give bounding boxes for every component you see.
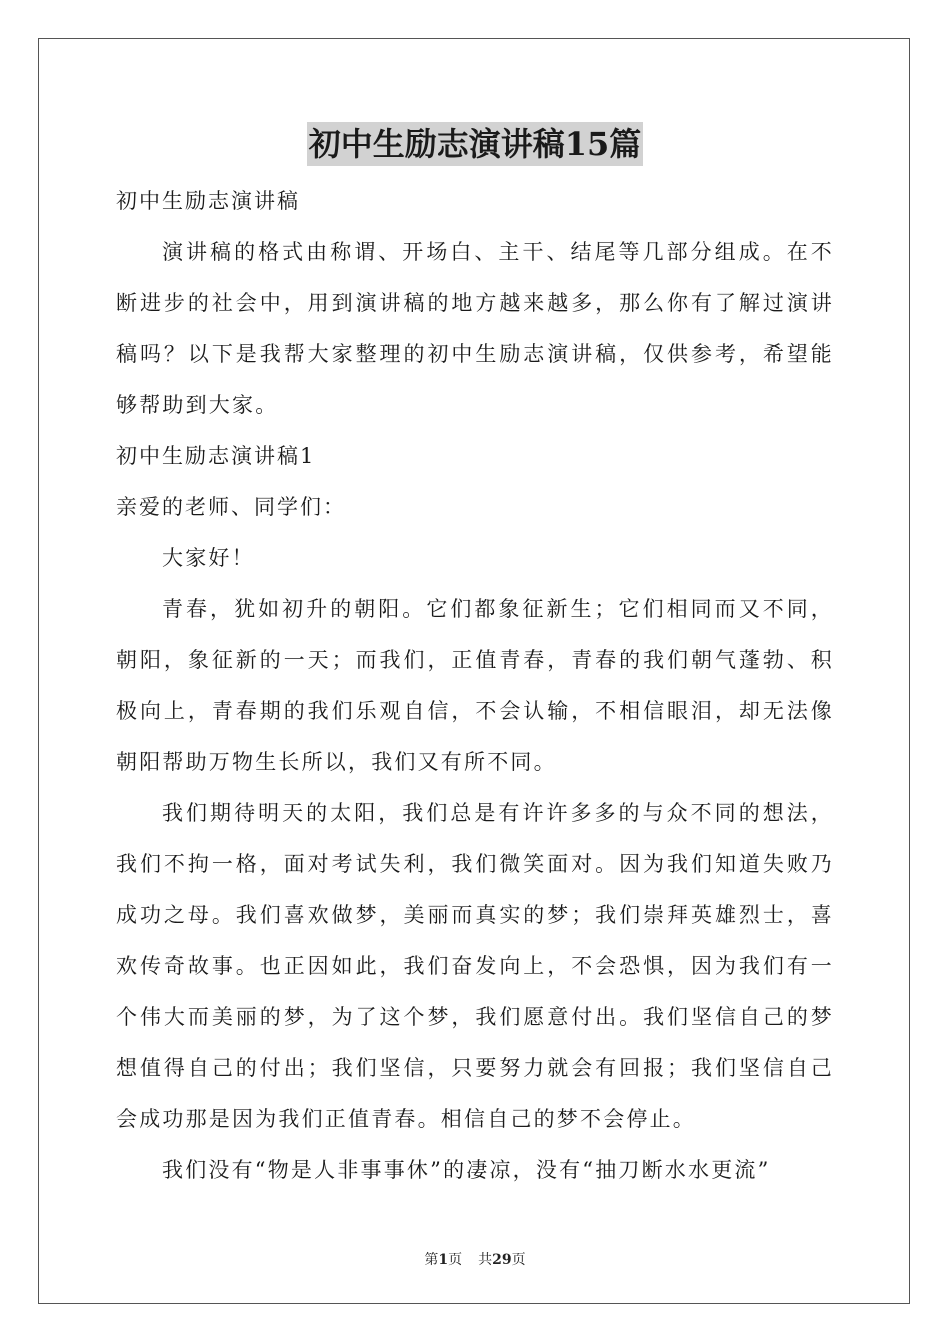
salutation: 亲爱的老师、同学们：	[116, 495, 346, 519]
page-number: 1	[438, 1252, 449, 1268]
section-heading: 初中生励志演讲稿1	[116, 444, 316, 468]
total-suffix: 页	[511, 1252, 526, 1268]
body-paragraph-1: 青春，犹如初升的朝阳。它们都象征新生；它们相同而又不同，朝阳，象征新的一天；而我们，正值青春，青春的我们朝气蓬勃、积极向上，青春期的我们乐观自信，不会认输，不相信眼泪，却无法像朝阳帮助万物生长所以，我们又有所不同。	[116, 597, 834, 774]
page-suffix: 页	[448, 1252, 463, 1268]
document-body	[116, 122, 834, 1196]
body-paragraph-3: 我们没有“物是人非事事休”的凄凉，没有“抽刀断水水更流”	[162, 1158, 771, 1182]
total-pages: 29	[492, 1252, 512, 1268]
document-title: 初中生励志演讲稿15篇	[307, 122, 644, 166]
title-wrap	[116, 122, 834, 166]
total-prefix: 共	[478, 1252, 493, 1268]
document-subtitle: 初中生励志演讲稿	[116, 189, 300, 213]
greeting: 大家好！	[162, 546, 255, 570]
page-footer	[0, 1249, 950, 1269]
intro-paragraph: 演讲稿的格式由称谓、开场白、主干、结尾等几部分组成。在不断进步的社会中，用到演讲稿的地方越来越多，那么你有了解过演讲稿吗？以下是我帮大家整理的初中生励志演讲稿，仅供参考，希望能够帮助到大家。	[116, 240, 834, 417]
page-prefix: 第	[424, 1252, 439, 1268]
body-paragraph-2: 我们期待明天的太阳，我们总是有许许多多的与众不同的想法，我们不拘一格，面对考试失利，我们微笑面对。因为我们知道失败乃成功之母。我们喜欢做梦，美丽而真实的梦；我们崇拜英雄烈士，喜欢传奇故事。也正因如此，我们奋发向上，不会恐惧，因为我们有一个伟大而美丽的梦，为了这个梦，我们愿意付出。我们坚信自己的梦想值得自己的付出；我们坚信，只要努力就会有回报；我们坚信自己会成功那是因为我们正值青春。相信自己的梦不会停止。	[116, 801, 834, 1131]
